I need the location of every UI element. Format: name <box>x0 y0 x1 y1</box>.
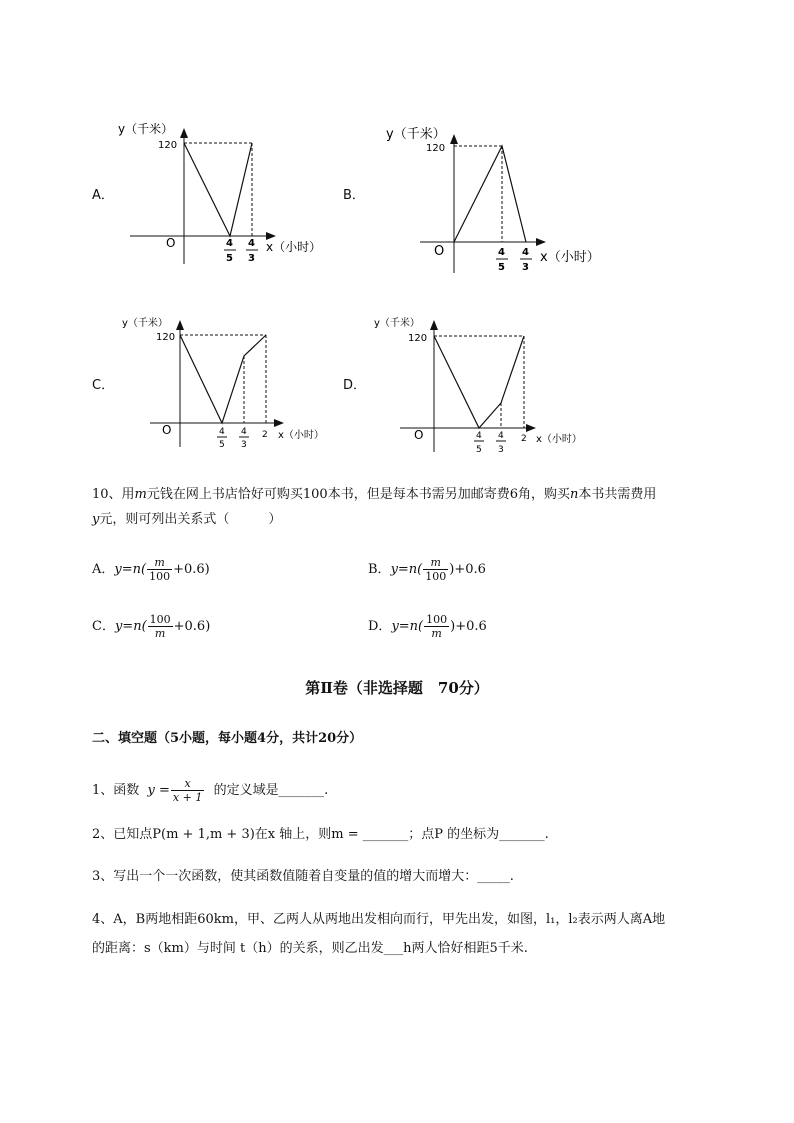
tick-4-5-den: 5 <box>476 445 482 455</box>
graph-line <box>184 143 252 236</box>
tick-4-3-num: 4 <box>522 247 529 258</box>
section-title: 第Ⅱ卷（非选择题 70分） <box>305 679 489 697</box>
tick-4-5-num: 4 <box>498 247 505 258</box>
y-tick-120: 120 <box>156 332 176 343</box>
tick-4-5-den: 5 <box>226 253 233 264</box>
graph-a <box>110 116 340 276</box>
tick-4-5-den: 5 <box>219 440 225 450</box>
tick-4-3-num: 4 <box>241 427 247 437</box>
x-axis-label: x（小时） <box>536 434 582 445</box>
origin-label: O <box>162 423 172 437</box>
origin-label: O <box>434 244 445 259</box>
x-axis-label: x（小时） <box>278 430 324 441</box>
tick-4-5-num: 4 <box>219 427 225 437</box>
y-axis-label: y（千米） <box>386 127 446 142</box>
graph-line <box>454 146 526 242</box>
y-tick-120: 120 <box>408 333 428 344</box>
fill-q3: 3、写出一个一次函数，使其函数值随着自变量的值的增大而增大：_____. <box>92 869 514 884</box>
tick-4-5-num: 4 <box>226 238 233 249</box>
q10-option-a: A．y=n( $\frac{m}{100}$ +0.6) <box>92 556 210 583</box>
q10-option-c: C．y=n( $\frac{100}{m}$ +0.6) <box>92 613 211 640</box>
graph-b <box>380 118 610 278</box>
tick-4-3-den: 3 <box>248 253 255 264</box>
graph-line <box>434 336 524 428</box>
tick-4-3-den: 3 <box>498 445 504 455</box>
option-c-label: C． <box>92 378 115 393</box>
q10-option-b: B．y=n( $\frac{m}{100}$ )+0.6 <box>368 556 486 583</box>
option-b-label: B． <box>343 188 365 203</box>
x-axis-arrow <box>274 419 284 427</box>
x-axis-arrow <box>526 424 536 432</box>
fill-q4-line2: 的距离：s（km）与时间 t（h）的关系，则乙出发___h两人恰好相距5千米. <box>92 941 528 956</box>
origin-label: O <box>166 236 176 250</box>
y-axis-arrow <box>430 320 438 330</box>
y-axis-arrow <box>176 320 184 330</box>
tick-4-5-den: 5 <box>498 262 505 273</box>
fill-q2: 2、已知点P(m + 1,m + 3)在x 轴上，则m = _______；点P 的坐标为_______. <box>92 827 549 842</box>
x-axis-label: x（小时） <box>266 240 322 254</box>
tick-4-3-den: 3 <box>241 440 247 450</box>
fill-q4-line1: 4、A，B两地相距60km，甲、乙两人从两地出发相向而行，甲先出发，如图，l₁，l₂表示两人离A地 <box>92 912 666 927</box>
y-axis-label: y（千米） <box>118 122 174 136</box>
graph-line <box>180 335 266 423</box>
x-axis-arrow <box>536 238 546 246</box>
y-axis-arrow <box>180 128 188 138</box>
y-tick-120: 120 <box>158 140 178 151</box>
q10-option-d: D．y=n( $\frac{100}{m}$ )+0.6 <box>368 613 487 640</box>
q10-line1: 10、用m元钱在网上书店恰好可购买100本书，但是每本书需另加邮寄费6角，购买n本书共需费用 <box>92 487 657 502</box>
option-a-label: A． <box>92 188 114 203</box>
y-axis-label: y（千米） <box>374 318 420 329</box>
q10-line2: y元，则可列出关系式（ ） <box>92 512 282 527</box>
graph-c <box>110 312 340 462</box>
y-tick-120: 120 <box>426 143 446 154</box>
origin-label: O <box>414 428 424 442</box>
tick-2: 2 <box>521 434 527 444</box>
tick-4-3-den: 3 <box>522 262 529 273</box>
tick-2: 2 <box>262 430 268 440</box>
part-heading: 二、填空题（5小题，每小题4分，共计20分） <box>92 731 363 746</box>
tick-4-3-num: 4 <box>498 431 504 441</box>
tick-4-5-num: 4 <box>476 431 482 441</box>
y-axis-arrow <box>450 134 458 144</box>
fill-q1: 1、函数 y = $\frac{x}{x + 1}$ 的定义域是_______. <box>92 777 329 804</box>
option-d-label: D． <box>343 378 367 393</box>
x-axis-arrow <box>266 232 276 240</box>
y-axis-label: y（千米） <box>122 318 168 329</box>
x-axis-label: x（小时） <box>540 250 600 265</box>
graph-d <box>370 312 600 462</box>
tick-4-3-num: 4 <box>248 238 255 249</box>
